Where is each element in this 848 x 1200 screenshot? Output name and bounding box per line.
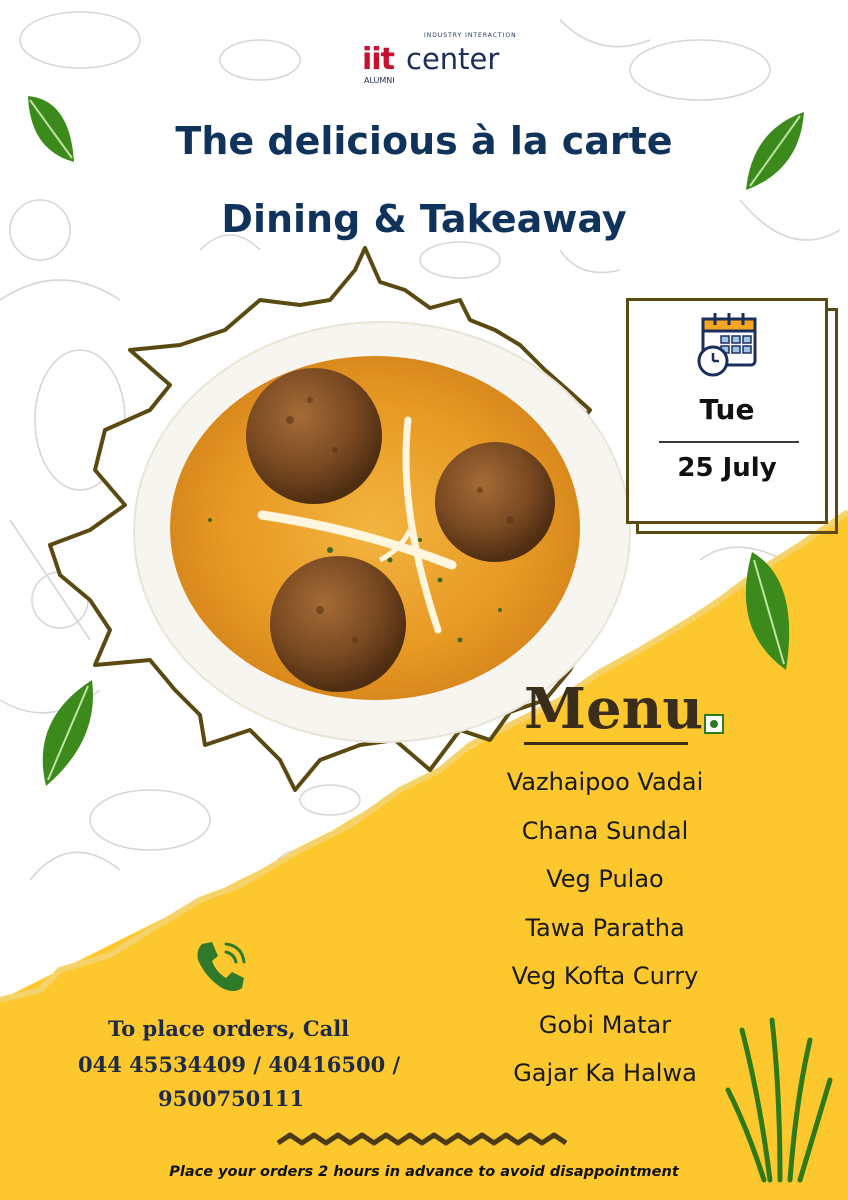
event-date: 25 July	[677, 453, 777, 483]
kofta-1	[246, 368, 382, 504]
footer-note: Place your orders 2 hours in advance to avoid disappointment	[169, 1164, 679, 1180]
phone-icon	[192, 936, 252, 996]
logo-center: center	[406, 42, 500, 76]
logo-alumni: ALUMNI	[364, 76, 395, 85]
page-title-line1: The delicious à la carte	[175, 119, 673, 163]
menu-item: Veg Pulao	[546, 865, 664, 893]
veg-mark-icon	[704, 714, 724, 734]
menu-item: Gajar Ka Halwa	[513, 1059, 697, 1087]
date-box	[626, 298, 828, 524]
order-phone-numbers: 044 45534409 / 40416500 /	[78, 1052, 401, 1077]
logo	[362, 30, 532, 90]
menu-item: Gobi Matar	[538, 1010, 672, 1039]
menu-heading: Menu	[524, 676, 704, 742]
menu-item: Tawa Paratha	[525, 913, 685, 942]
order-label: To place orders, Call	[108, 1016, 350, 1041]
logo-iit: iit	[362, 42, 394, 77]
kofta-3	[270, 556, 406, 692]
calendar-clock-icon	[695, 309, 759, 381]
page-title-line2: Dining & Takeaway	[221, 197, 627, 241]
order-mobile-number: 9500750111	[158, 1086, 305, 1111]
menu-item: Veg Kofta Curry	[511, 962, 699, 990]
leaf-icon-left	[43, 680, 93, 786]
kofta-2	[435, 442, 555, 562]
menu-underline	[524, 742, 688, 745]
menu-item: Chana Sundal	[521, 816, 689, 845]
logo-tagline: INDUSTRY INTERACTION	[424, 32, 517, 39]
menu-list	[470, 762, 740, 1102]
menu-item: Vazhaipoo Vadai	[506, 768, 704, 796]
date-divider	[659, 441, 799, 443]
event-day: Tue	[699, 393, 755, 426]
